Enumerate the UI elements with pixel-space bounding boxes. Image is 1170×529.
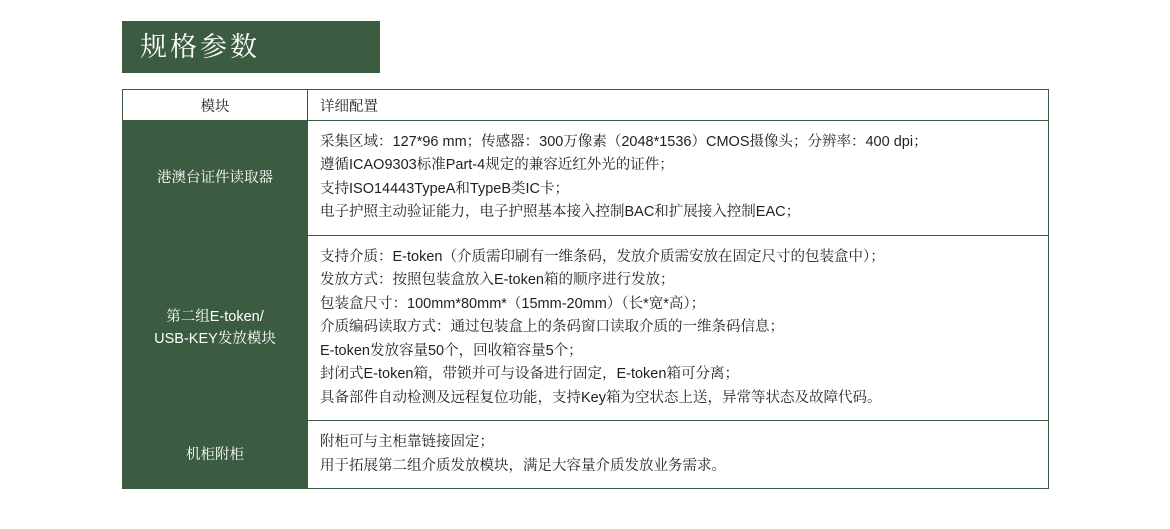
module-name-cell — [123, 421, 308, 489]
module-name-line: 第二组E-token/ — [166, 308, 264, 325]
table-body — [123, 121, 1049, 489]
module-detail-cell — [308, 235, 1049, 420]
table-row — [123, 121, 1049, 236]
module-detail-cell — [308, 121, 1049, 236]
specification-table — [122, 89, 1049, 489]
column-header-module: 模块 — [123, 90, 308, 121]
module-name-line: 港澳台证件读取器 — [157, 169, 273, 186]
detail-line: 采集区域：127*96 mm；传感器：300万像素（2048*1536）CMOS摄像头；分辨率：400 dpi； — [320, 134, 928, 150]
detail-line: 附柜可与主柜靠链接固定； — [320, 434, 494, 451]
page-title-banner — [122, 21, 380, 73]
detail-line: 发放方式：按照包装盒放入E-token箱的顺序进行发放； — [320, 272, 675, 289]
detail-line: 包装盒尺寸：100mm*80mm*（15mm-20mm）（长*宽*高）； — [320, 295, 706, 312]
module-detail-cell — [308, 421, 1049, 489]
detail-line: E-token发放容量50个，回收箱容量5个； — [320, 342, 583, 359]
detail-line: 遵循ICAO9303标准Part-4规定的兼容近红外光的证件； — [320, 157, 674, 174]
module-name-line: USB-KEY发放模块 — [154, 331, 276, 348]
detail-line: 具备部件自动检测及远程复位功能，支持Key箱为空状态上送，异常等状态及故障代码。 — [320, 389, 882, 406]
detail-line: 用于拓展第二组介质发放模块，满足大容量介质发放业务需求。 — [320, 457, 726, 474]
detail-line: 支持介质：E-token（介质需印刷有一维条码，发放介质需安放在固定尺寸的包装盒中）； — [320, 248, 885, 265]
detail-line: 电子护照主动验证能力，电子护照基本接入控制BAC和扩展接入控制EAC； — [320, 204, 801, 221]
detail-line: 封闭式E-token箱，带锁并可与设备进行固定，E-token箱可分离； — [320, 366, 739, 383]
column-header-detail: 详细配置 — [308, 90, 1049, 121]
detail-line: 支持ISO14443TypeA和TypeB类IC卡； — [320, 180, 570, 197]
module-name-line: 机柜附柜 — [186, 446, 244, 463]
table-header-row — [123, 90, 1049, 121]
page-title: 规格参数 — [140, 31, 260, 62]
table-row — [123, 235, 1049, 420]
table-row — [123, 421, 1049, 489]
module-name-cell — [123, 235, 308, 420]
module-name-cell — [123, 121, 308, 236]
detail-line: 介质编码读取方式：通过包装盒上的条码窗口读取介质的一维条码信息； — [320, 319, 784, 336]
